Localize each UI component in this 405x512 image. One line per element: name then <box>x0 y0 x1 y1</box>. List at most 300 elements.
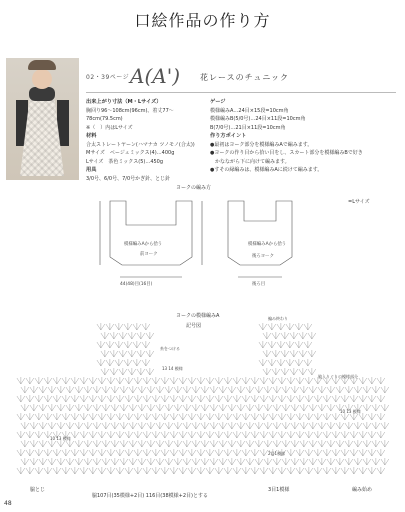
lace-fan <box>93 422 101 429</box>
lace-fan <box>237 458 245 465</box>
lace-fan <box>264 404 272 411</box>
lace-fan <box>138 422 146 429</box>
lace-fan <box>129 458 137 465</box>
lace-fan <box>224 413 232 420</box>
lace-fan <box>197 467 205 474</box>
lace-fan <box>62 395 70 402</box>
lace-fan <box>305 431 313 438</box>
lace-fan <box>116 395 124 402</box>
lace-fan <box>305 449 313 456</box>
two-stitch-repeat: 2目1模様 <box>268 451 286 456</box>
lace-fan <box>93 440 101 447</box>
lace-fan <box>308 368 316 375</box>
lace-fan <box>299 350 307 357</box>
lace-fan <box>377 377 385 384</box>
lace-fan <box>350 395 358 402</box>
lace-fan <box>228 422 236 429</box>
lace-fan <box>30 404 38 411</box>
lace-fan <box>260 431 268 438</box>
lace-fan <box>119 350 127 357</box>
lace-fan <box>314 449 322 456</box>
pattern-header <box>86 64 396 93</box>
lace-fan <box>138 458 146 465</box>
lace-fan <box>134 431 142 438</box>
lace-fan <box>17 413 25 420</box>
lace-fan <box>44 467 52 474</box>
lace-fan <box>188 467 196 474</box>
lace-fan <box>48 422 56 429</box>
lace-fan <box>277 341 285 348</box>
crochet-symbol-chart <box>0 310 405 482</box>
lace-fan <box>174 404 182 411</box>
lace-fan <box>323 395 331 402</box>
lace-fan <box>39 422 47 429</box>
lace-fan <box>84 440 92 447</box>
lace-fan <box>111 422 119 429</box>
lace-fan <box>363 404 371 411</box>
lace-fan <box>368 413 376 420</box>
lace-fan <box>80 377 88 384</box>
lace-fan <box>291 458 299 465</box>
lace-fan <box>242 413 250 420</box>
lace-fan <box>165 386 173 393</box>
lace-fan <box>170 431 178 438</box>
lace-fan <box>282 422 290 429</box>
lace-fan <box>246 386 254 393</box>
lace-fan <box>219 440 227 447</box>
lace-fan <box>71 449 79 456</box>
back-bottom-count: 後ろ目 <box>252 282 266 287</box>
lace-fan <box>215 467 223 474</box>
lace-fan <box>287 413 295 420</box>
lace-fan <box>260 395 268 402</box>
lace-fan <box>273 404 281 411</box>
materials-line: Lサイズ 茶色ミックス(5)…450g <box>86 158 164 165</box>
lace-fan <box>290 332 298 339</box>
lace-fan <box>179 395 187 402</box>
lace-fan <box>336 440 344 447</box>
lace-fan <box>210 404 218 411</box>
lace-fan <box>110 368 118 375</box>
lace-fan <box>291 440 299 447</box>
lace-fan <box>291 386 299 393</box>
lace-fan <box>152 395 160 402</box>
lace-fan <box>165 422 173 429</box>
front-bottom-count: 44(48)目(16目) <box>120 282 153 287</box>
lace-fan <box>165 458 173 465</box>
lace-fan <box>89 467 97 474</box>
lace-fan <box>228 440 236 447</box>
lace-fan <box>224 449 232 456</box>
lace-fan <box>215 413 223 420</box>
lace-fan <box>299 332 307 339</box>
lace-fan <box>188 377 196 384</box>
gauge-line: ●ヨークの作り目から拾い目をし、スカート部分を模様編みBで好き <box>210 150 363 156</box>
gauge-line: かなながら下に向けて編みます。 <box>210 158 290 165</box>
lace-fan <box>39 440 47 447</box>
lace-fan <box>183 422 191 429</box>
lace-fan <box>219 422 227 429</box>
pattern-letter: A(A') <box>130 64 180 88</box>
lace-fan <box>291 422 299 429</box>
lace-fan <box>268 341 276 348</box>
lace-fan <box>129 404 137 411</box>
lace-fan <box>255 440 263 447</box>
lace-fan <box>21 458 29 465</box>
lace-fan <box>89 377 97 384</box>
lace-fan <box>251 467 259 474</box>
lace-fan <box>354 458 362 465</box>
lace-fan <box>363 440 371 447</box>
lace-fan <box>345 458 353 465</box>
lace-fan <box>327 440 335 447</box>
lace-fan <box>219 458 227 465</box>
photo-hat <box>28 60 56 70</box>
lace-fan <box>300 386 308 393</box>
lace-fan <box>341 431 349 438</box>
lace-fan <box>287 449 295 456</box>
lace-fan <box>215 377 223 384</box>
lace-fan <box>107 413 115 420</box>
lace-fan <box>142 359 150 366</box>
materials-line: 3/0号、6/0号、7/0号かぎ針、とじ針 <box>86 175 171 182</box>
lace-fan <box>201 422 209 429</box>
lace-fan <box>44 377 52 384</box>
lace-fan <box>305 377 313 384</box>
lace-fan <box>80 431 88 438</box>
attach-yarn-label: 糸をつける <box>160 346 180 351</box>
lace-fan <box>264 422 272 429</box>
lace-fan <box>332 467 340 474</box>
lace-fan <box>296 377 304 384</box>
lace-fan <box>296 467 304 474</box>
lace-fan <box>201 440 209 447</box>
lace-fan <box>21 440 29 447</box>
lace-fan <box>377 431 385 438</box>
lace-fan <box>201 386 209 393</box>
lace-fan <box>309 440 317 447</box>
lace-fan <box>359 431 367 438</box>
lace-fan <box>228 386 236 393</box>
lace-fan <box>147 440 155 447</box>
lace-fan <box>255 422 263 429</box>
lace-fan <box>188 395 196 402</box>
lace-fan <box>206 377 214 384</box>
lace-fan <box>304 341 312 348</box>
lace-fan <box>228 458 236 465</box>
lace-fan <box>124 341 132 348</box>
lace-fan <box>137 368 145 375</box>
lace-fan <box>53 377 61 384</box>
lace-fan <box>147 404 155 411</box>
lace-fan <box>71 413 79 420</box>
lace-fan <box>124 359 132 366</box>
lace-fan <box>143 413 151 420</box>
lace-fan <box>53 449 61 456</box>
lace-fan <box>30 422 38 429</box>
lace-fan <box>287 431 295 438</box>
lace-fan <box>17 449 25 456</box>
lace-fan <box>152 377 160 384</box>
lace-fan <box>98 413 106 420</box>
lace-fan <box>359 377 367 384</box>
lace-fan <box>138 386 146 393</box>
lace-fan <box>30 458 38 465</box>
start-label: 編み始め <box>352 487 373 493</box>
lace-fan <box>345 386 353 393</box>
lace-fan <box>66 386 74 393</box>
lace-fan <box>111 386 119 393</box>
lace-fan <box>57 422 65 429</box>
lace-fan <box>156 386 164 393</box>
lace-fan <box>269 431 277 438</box>
lace-fan <box>143 449 151 456</box>
lace-fan <box>224 395 232 402</box>
lace-fan <box>89 431 97 438</box>
lace-fan <box>242 449 250 456</box>
lace-fan <box>263 332 271 339</box>
lace-fan <box>260 467 268 474</box>
lace-fan <box>332 449 340 456</box>
lace-fan <box>84 422 92 429</box>
lace-fan <box>318 404 326 411</box>
lace-fan <box>372 440 380 447</box>
lace-fan <box>210 422 218 429</box>
lace-fan <box>251 395 259 402</box>
front-yoke-label: 前ヨーク <box>140 252 158 257</box>
lace-fan <box>281 332 289 339</box>
lace-fan <box>286 323 294 330</box>
lace-fan <box>327 404 335 411</box>
lace-fan <box>142 341 150 348</box>
lace-fan <box>341 449 349 456</box>
lace-fan <box>363 386 371 393</box>
lace-fan <box>93 386 101 393</box>
lace-fan <box>188 431 196 438</box>
lace-fan <box>66 422 74 429</box>
lace-fan <box>242 431 250 438</box>
lace-fan <box>53 467 61 474</box>
lace-fan <box>224 467 232 474</box>
lace-fan <box>161 467 169 474</box>
lace-fan <box>264 386 272 393</box>
lace-fan <box>290 350 298 357</box>
lace-fan <box>377 413 385 420</box>
lace-fan <box>119 332 127 339</box>
lace-fan <box>161 377 169 384</box>
lace-fan <box>269 467 277 474</box>
lace-fan <box>210 440 218 447</box>
lace-fan <box>107 431 115 438</box>
lace-fan <box>192 440 200 447</box>
lace-fan <box>98 431 106 438</box>
lace-fan <box>224 377 232 384</box>
lace-fan <box>17 395 25 402</box>
stitch-count-note: 脇107目(35模様+2目) 116目(38模様+2目)とする <box>92 493 208 499</box>
lace-fan <box>57 458 65 465</box>
lace-fan <box>35 449 43 456</box>
lace-fan <box>152 413 160 420</box>
lace-fan <box>323 413 331 420</box>
lace-fan <box>272 332 280 339</box>
lace-fan <box>264 458 272 465</box>
lace-fan <box>255 386 263 393</box>
lace-fan <box>80 449 88 456</box>
materials-column <box>86 98 204 183</box>
lace-fan <box>107 449 115 456</box>
lace-fan <box>219 386 227 393</box>
lace-fan <box>179 467 187 474</box>
lace-fan <box>134 413 142 420</box>
page-number: 48 <box>4 500 12 507</box>
lace-fan <box>120 422 128 429</box>
lace-fan <box>110 350 118 357</box>
lace-fan <box>224 431 232 438</box>
lace-fan <box>143 395 151 402</box>
lace-fan <box>102 422 110 429</box>
lace-fan <box>278 395 286 402</box>
lace-fan <box>48 440 56 447</box>
lace-fan <box>161 431 169 438</box>
lace-fan <box>147 386 155 393</box>
lace-fan <box>278 431 286 438</box>
lace-fan <box>30 386 38 393</box>
page-title: 口絵作品の作り方 <box>134 11 271 30</box>
lace-fan <box>296 413 304 420</box>
lace-fan <box>233 395 241 402</box>
lace-fan <box>26 431 34 438</box>
lace-fan <box>26 377 34 384</box>
lace-fan <box>210 458 218 465</box>
lace-fan <box>156 422 164 429</box>
lace-fan <box>233 467 241 474</box>
lace-fan <box>125 467 133 474</box>
lace-fan <box>287 467 295 474</box>
lace-fan <box>35 467 43 474</box>
lace-fan <box>341 395 349 402</box>
lace-fan <box>66 404 74 411</box>
lace-fan <box>197 377 205 384</box>
lace-fan <box>309 422 317 429</box>
lace-fan <box>350 431 358 438</box>
lace-fan <box>129 386 137 393</box>
lace-fan <box>300 458 308 465</box>
lace-fan <box>318 458 326 465</box>
lace-fan <box>295 323 303 330</box>
lace-fan <box>215 449 223 456</box>
lace-fan <box>201 404 209 411</box>
lace-fan <box>115 341 123 348</box>
lace-fan <box>120 458 128 465</box>
lace-fan <box>35 395 43 402</box>
lace-fan <box>237 404 245 411</box>
lace-fan <box>183 440 191 447</box>
lace-fan <box>97 359 105 366</box>
lace-fan <box>106 359 114 366</box>
lace-fan <box>89 395 97 402</box>
lace-fan <box>308 350 316 357</box>
pattern-name: 花レースのチュニック <box>200 73 290 82</box>
lace-fan <box>291 404 299 411</box>
lace-fan <box>138 404 146 411</box>
lace-fan <box>57 404 65 411</box>
size-note: =Lサイズ <box>348 199 370 205</box>
lace-fan <box>341 467 349 474</box>
lace-fan <box>183 458 191 465</box>
lace-fan <box>26 467 34 474</box>
lace-fan <box>246 440 254 447</box>
lace-fan <box>377 395 385 402</box>
lace-fan <box>259 323 267 330</box>
lace-fan <box>206 449 214 456</box>
lace-fan <box>327 422 335 429</box>
lace-fan <box>323 449 331 456</box>
pattern-a-label-front: 模様編みAから拾う <box>124 242 163 247</box>
lace-fan <box>98 467 106 474</box>
lace-fan <box>305 413 313 420</box>
lace-fan <box>26 395 34 402</box>
lace-fan <box>336 386 344 393</box>
lace-fan <box>57 440 65 447</box>
lace-fan <box>381 422 389 429</box>
lace-fan <box>350 413 358 420</box>
lace-fan <box>237 440 245 447</box>
lace-fan <box>309 404 317 411</box>
yoke-diagram-title: ヨークの編み方 <box>176 185 212 191</box>
lace-fan <box>263 350 271 357</box>
lace-fan <box>152 467 160 474</box>
lace-fan <box>215 395 223 402</box>
lace-fan <box>48 458 56 465</box>
lace-fan <box>286 341 294 348</box>
lace-fan <box>372 404 380 411</box>
materials-line: Mサイズ ベージュミックス(4)…400g <box>86 150 175 156</box>
lace-fan <box>350 449 358 456</box>
lace-fan <box>170 377 178 384</box>
lace-fan <box>368 467 376 474</box>
lace-fan <box>125 395 133 402</box>
lace-fan <box>323 467 331 474</box>
lace-fan <box>93 404 101 411</box>
lace-fan <box>156 458 164 465</box>
lace-fan <box>174 440 182 447</box>
lace-fan <box>179 377 187 384</box>
lace-fan <box>259 359 267 366</box>
lace-fan <box>17 431 25 438</box>
lace-fan <box>287 395 295 402</box>
lace-fan <box>305 467 313 474</box>
lace-fan <box>332 413 340 420</box>
lace-fan <box>165 440 173 447</box>
lace-fan <box>272 368 280 375</box>
lace-fan <box>80 413 88 420</box>
lace-fan <box>269 377 277 384</box>
armhole-note: 脇入りぐりの模様部分 <box>318 374 358 379</box>
lace-fan <box>179 413 187 420</box>
lace-fan <box>287 377 295 384</box>
lace-fan <box>134 449 142 456</box>
lace-fan <box>278 377 286 384</box>
lace-fan <box>296 395 304 402</box>
materials-line: 出来上がり寸法（M・Lサイズ） <box>86 99 162 105</box>
lace-fan <box>75 404 83 411</box>
lace-fan <box>71 395 79 402</box>
lace-fan <box>381 440 389 447</box>
lace-fan <box>125 413 133 420</box>
lace-fan <box>75 422 83 429</box>
lace-fan <box>273 386 281 393</box>
lace-fan <box>116 467 124 474</box>
